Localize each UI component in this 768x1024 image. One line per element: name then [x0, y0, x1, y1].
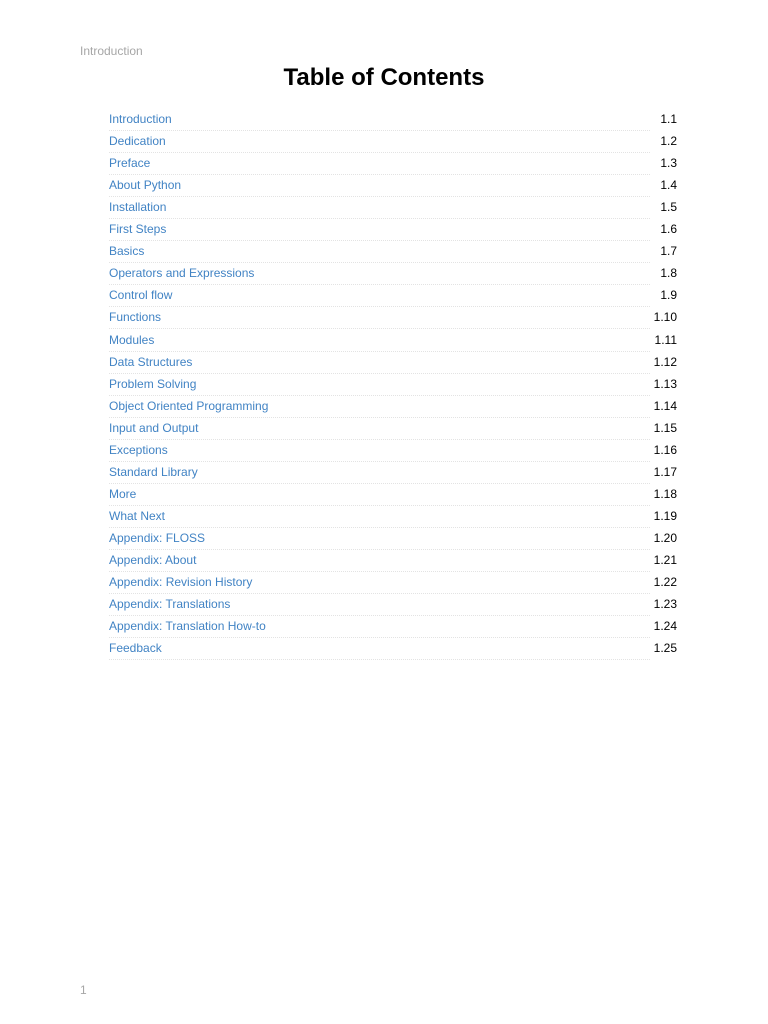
toc-link[interactable]: Preface: [109, 156, 151, 171]
toc-link[interactable]: Functions: [109, 310, 162, 325]
toc-section-number: 1.20: [653, 530, 677, 545]
toc-section-number: 1.1: [660, 112, 677, 127]
toc-link[interactable]: Control flow: [109, 288, 173, 303]
toc-entry: [109, 638, 677, 660]
toc-entry: [109, 594, 677, 616]
toc-entry: [109, 550, 677, 572]
toc-link[interactable]: Exceptions: [109, 442, 168, 457]
toc-link[interactable]: What Next: [109, 508, 166, 523]
toc-entry: [109, 462, 677, 484]
toc-section-number: 1.15: [653, 420, 677, 435]
running-header: Introduction: [80, 44, 143, 58]
toc-link[interactable]: Appendix: About: [109, 552, 197, 567]
toc-entry: [109, 307, 677, 329]
toc-section-number: 1.24: [653, 619, 677, 634]
toc-section-number: 1.13: [653, 376, 677, 391]
toc-link[interactable]: Object Oriented Programming: [109, 398, 269, 413]
toc-entry: [109, 131, 677, 153]
toc-link[interactable]: Dedication: [109, 134, 166, 149]
toc-link[interactable]: Basics: [109, 244, 145, 259]
toc-link[interactable]: More: [109, 486, 137, 501]
toc-section-number: 1.17: [653, 464, 677, 479]
toc-section-number: 1.22: [653, 575, 677, 590]
toc-section-number: 1.14: [653, 398, 677, 413]
toc-section-number: 1.11: [654, 332, 677, 347]
toc-link[interactable]: Appendix: Translation How-to: [109, 619, 266, 634]
toc-entry: [109, 241, 677, 263]
toc-link[interactable]: Problem Solving: [109, 376, 197, 391]
toc-section-number: 1.2: [660, 134, 677, 149]
toc-entry: [109, 352, 677, 374]
toc-entry: [109, 263, 677, 285]
page-title: Table of Contents: [283, 64, 485, 91]
toc-entry: [109, 616, 677, 638]
toc-entry: [109, 572, 677, 594]
toc-link[interactable]: About Python: [109, 178, 182, 193]
toc-link[interactable]: Installation: [109, 200, 167, 215]
toc-link[interactable]: Appendix: Revision History: [109, 575, 253, 590]
toc-entry: [109, 506, 677, 528]
toc-section-number: 1.21: [653, 552, 677, 567]
toc-entry: [109, 440, 677, 462]
table-of-contents: [109, 109, 677, 660]
toc-link[interactable]: Appendix: Translations: [109, 597, 231, 612]
toc-link[interactable]: Feedback: [109, 641, 162, 656]
toc-section-number: 1.4: [660, 178, 677, 193]
toc-entry: [109, 528, 677, 550]
toc-link[interactable]: Operators and Expressions: [109, 266, 255, 281]
toc-entry: [109, 374, 677, 396]
toc-section-number: 1.23: [653, 597, 677, 612]
toc-link[interactable]: Data Structures: [109, 354, 193, 369]
toc-entry: [109, 285, 677, 307]
toc-section-number: 1.25: [653, 641, 677, 656]
toc-link[interactable]: First Steps: [109, 222, 167, 237]
toc-entry: [109, 484, 677, 506]
toc-section-number: 1.5: [660, 200, 677, 215]
toc-section-number: 1.16: [653, 442, 677, 457]
toc-link[interactable]: Input and Output: [109, 420, 199, 435]
toc-entry: [109, 175, 677, 197]
toc-section-number: 1.10: [653, 310, 677, 325]
toc-entry: [109, 153, 677, 175]
page-number: 1: [80, 983, 87, 997]
toc-section-number: 1.19: [653, 508, 677, 523]
toc-link[interactable]: Standard Library: [109, 464, 198, 479]
toc-link[interactable]: Introduction: [109, 112, 172, 127]
toc-entry: [109, 219, 677, 241]
toc-entry: [109, 109, 677, 131]
toc-section-number: 1.9: [660, 288, 677, 303]
toc-section-number: 1.6: [660, 222, 677, 237]
toc-link[interactable]: Modules: [109, 332, 155, 347]
toc-link[interactable]: Appendix: FLOSS: [109, 530, 206, 545]
toc-section-number: 1.8: [660, 266, 677, 281]
toc-entry: [109, 396, 677, 418]
toc-section-number: 1.3: [660, 156, 677, 171]
toc-entry: [109, 418, 677, 440]
toc-section-number: 1.18: [653, 486, 677, 501]
toc-entry: [109, 197, 677, 219]
toc-section-number: 1.12: [653, 354, 677, 369]
toc-section-number: 1.7: [660, 244, 677, 259]
toc-entry: [109, 329, 677, 351]
